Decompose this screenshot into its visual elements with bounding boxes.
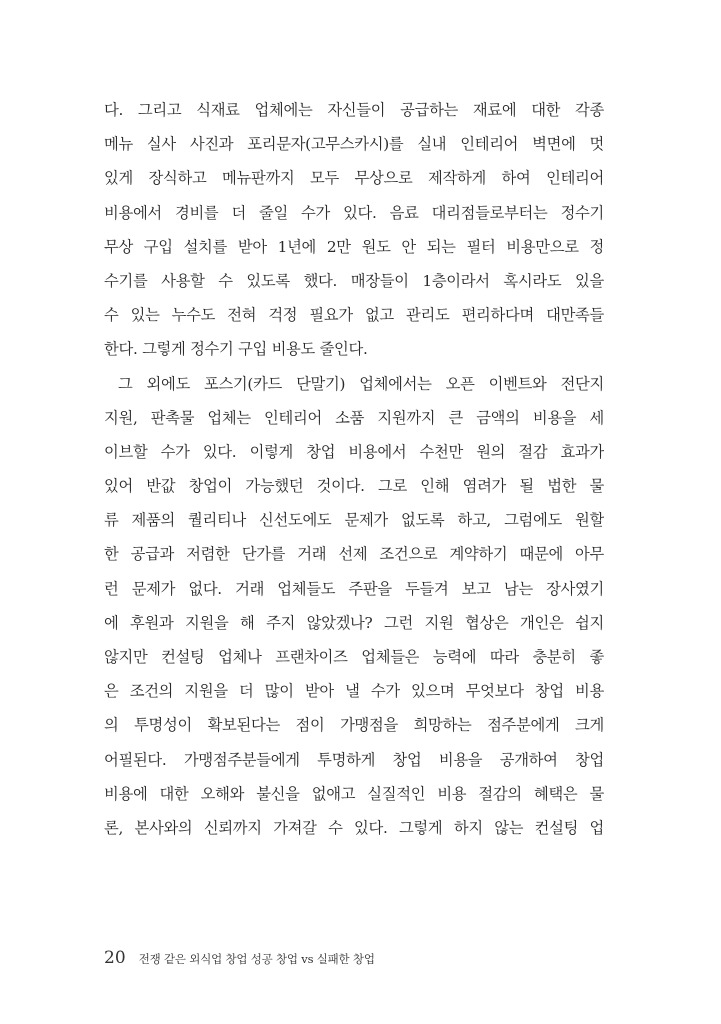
text-line: 수기를 사용할 수 있도록 했다. 매장들이 1층이라서 혹시라도 있을	[104, 271, 604, 290]
text-line: 은 조건의 지원을 더 많이 받아 낼 수가 있으며 무엇보다 창업 비용	[104, 682, 604, 701]
text-line: 않지만 컨설팅 업체나 프랜차이즈 업체들은 능력에 따라 충분히 좋	[104, 648, 604, 666]
text-line: 비용에 대한 오해와 불신을 없애고 실질적인 비용 절감의 혜택은 물	[104, 784, 604, 803]
text-line: 의 투명성이 확보된다는 점이 가맹점을 희망하는 점주분에게 크게	[104, 716, 604, 735]
text-line: 수 있는 누수도 전혀 걱정 필요가 없고 관리도 편리하다며 대만족들	[104, 306, 604, 325]
text-line: 다. 그리고 식재료 업체에는 자신들이 공급하는 재료에 대한 각종	[104, 101, 604, 119]
text-line: 에 후원과 지원을 해 주지 않았겠나? 그런 지원 협상은 개인은 쉽지	[104, 613, 604, 632]
text-line: 한다. 그렇게 정수기 구입 비용도 줄인다.	[104, 340, 368, 359]
page-footer	[104, 947, 375, 969]
text-line: 그 외에도 포스기(카드 단말기) 업체에서는 오픈 이벤트와 전단지	[118, 374, 604, 393]
text-line: 지원, 판촉물 업체는 인테리어 소품 지원까지 큰 금액의 비용을 세	[104, 408, 604, 427]
text-line: 무상 구입 설치를 받아 1년에 2만 원도 안 되는 필터 비용만으로 정	[104, 237, 604, 256]
text-line: 어필된다. 가맹점주분들에게 투명하게 창업 비용을 공개하여 창업	[104, 750, 604, 769]
text-line: 있게 장식하고 메뉴판까지 모두 무상으로 제작하게 하여 인테리어	[104, 169, 604, 188]
running-title: 전쟁 같은 외식업 창업 성공 창업 vs 실패한 창업	[138, 952, 375, 966]
text-line: 류 제품의 퀄리티나 신선도에도 문제가 없도록 하고, 그럼에도 원할	[104, 511, 604, 530]
text-line: 한 공급과 저렴한 단가를 거래 선제 조건으로 계약하기 때문에 아무	[104, 545, 604, 564]
text-line: 이브할 수가 있다. 이렇게 창업 비용에서 수천만 원의 절감 효과가	[104, 442, 604, 461]
paragraph-1	[104, 93, 604, 367]
text-line: 있어 반값 창업이 가능했던 것이다. 그로 인해 염려가 될 법한 물	[104, 477, 604, 496]
body-text	[104, 93, 604, 845]
text-line: 론, 본사와의 신뢰까지 가져갈 수 있다. 그렇게 하지 않는 컨설팅 업	[104, 818, 604, 837]
text-line: 런 문제가 없다. 거래 업체들도 주판을 두들겨 보고 남는 장사였기	[104, 579, 604, 598]
text-line: 비용에서 경비를 더 줄일 수가 있다. 음료 대리점들로부터는 정수기	[104, 203, 604, 222]
paragraph-2	[104, 367, 604, 846]
text-line: 메뉴 실사 사진과 포리문자(고무스카시)를 실내 인테리어 벽면에 멋	[104, 135, 604, 154]
page-number: 20	[104, 948, 126, 968]
